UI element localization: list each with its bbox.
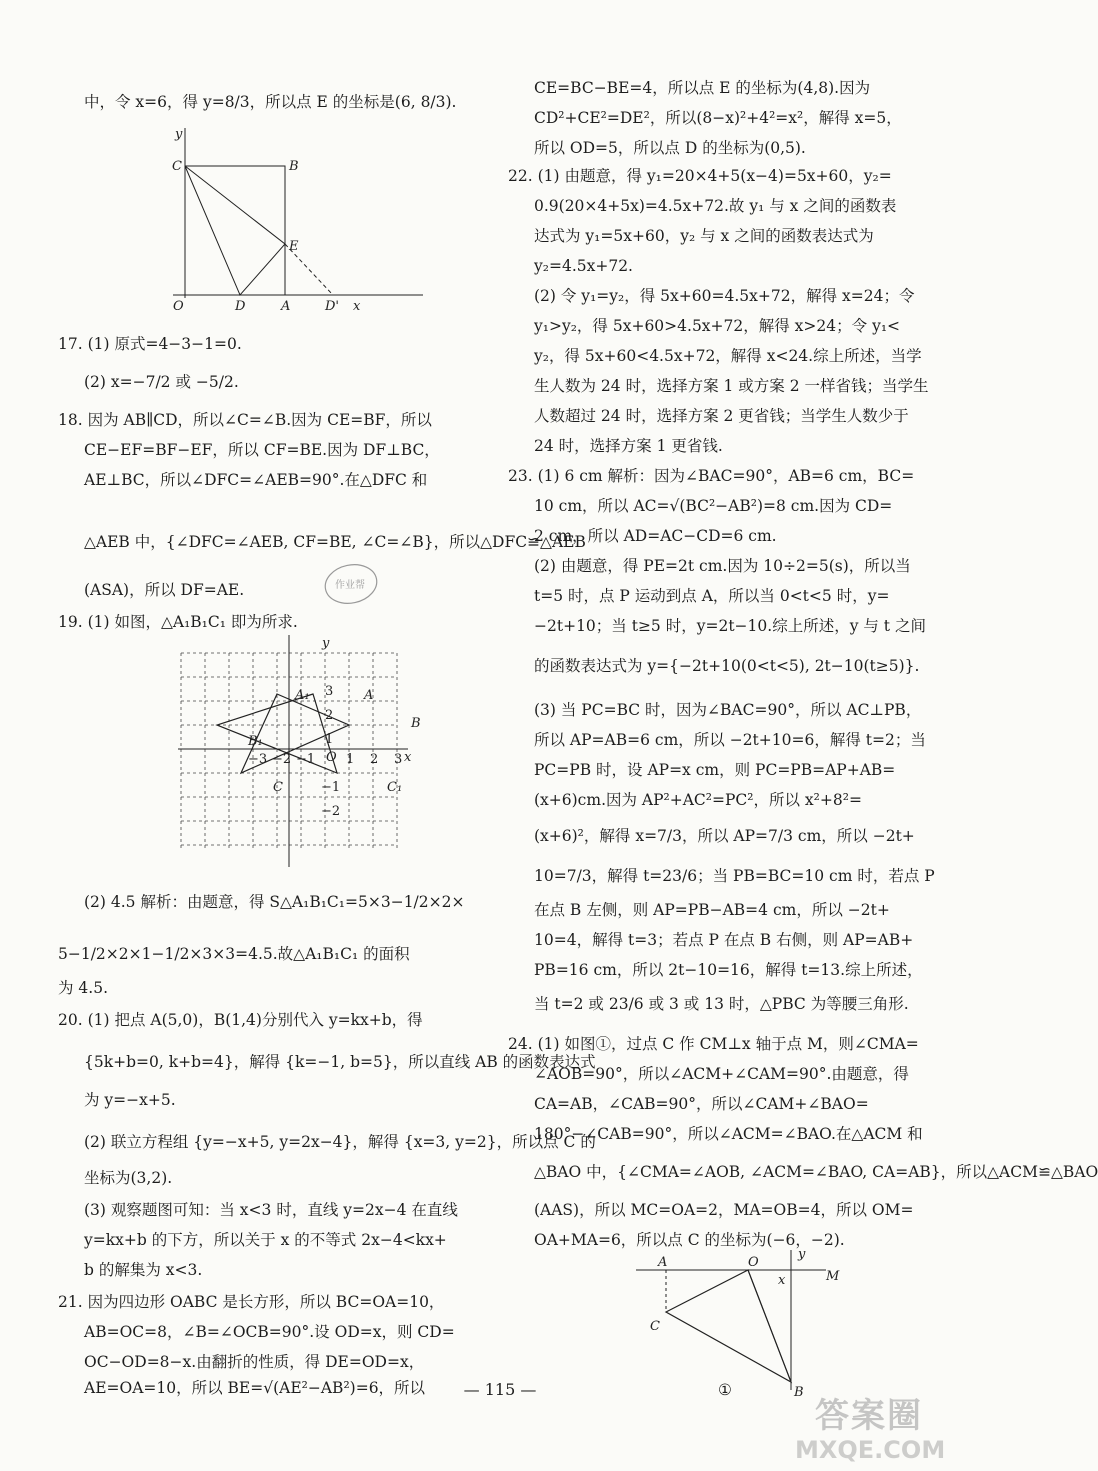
stamp	[323, 562, 379, 606]
line: PC=PB 时，设 AP=x cm，则 PC=PB=AP+AB=	[534, 761, 896, 779]
line: y=kx+b 的下方，所以关于 x 的不等式 2x−4<kx+	[84, 1231, 447, 1249]
fig2-label: C	[273, 780, 283, 795]
figure-grid-triangles	[178, 635, 421, 875]
fig2-tick: 2	[325, 708, 334, 723]
line: AE=OA=10，所以 BE=√(AE²−AB²)=6，所以	[84, 1379, 426, 1397]
fig2-label: y	[322, 636, 330, 651]
fig1-label: O	[173, 299, 184, 314]
fig3-label: O	[748, 1255, 759, 1270]
line: ∠AOB=90°，所以∠ACM+∠CAM=90°.由题意，得	[534, 1065, 909, 1083]
line: △BAO 中，{∠CMA=∠AOB, ∠ACM=∠BAO, CA=AB}，所以△ACM≌△BAO	[534, 1163, 1098, 1181]
fig2-tick: −1	[296, 752, 316, 767]
line: 所以 AP=AB=6 cm，所以 −2t+10=6，解得 t=2；当	[534, 731, 926, 749]
line: 23. (1) 6 cm 解析：因为∠BAC=90°，AB=6 cm，BC=	[508, 467, 915, 485]
fig2-tick: 3	[325, 684, 334, 699]
fig2-label: A₁	[295, 688, 310, 703]
fig2-tick: −2	[321, 804, 341, 819]
fig1-label: A	[281, 299, 291, 314]
line: (x+6)cm.因为 AP²+AC²=PC²，所以 x²+8²=	[534, 791, 862, 809]
line: (2) x=−7/2 或 −5/2.	[84, 373, 239, 391]
fig1-label: D	[235, 299, 246, 314]
line: △AEB 中，{∠DFC=∠AEB, CF=BE, ∠C=∠B}，所以△DFC≌△AEB	[84, 533, 586, 551]
line: 生人数为 24 时，选择方案 1 或方案 2 一样省钱；当学生	[534, 377, 929, 395]
line: (AAS)，所以 MC=OA=2，MA=OB=4，所以 OM=	[534, 1201, 914, 1219]
line: CE−EF=BF−EF，所以 CF=BE.因为 DF⊥BC，	[84, 441, 440, 459]
line: (2) 4.5 解析：由题意，得 S△A₁B₁C₁=5×3−1/2×2×	[84, 893, 465, 911]
line: y₂=4.5x+72.	[534, 257, 633, 275]
fig2-tick: 3	[394, 752, 403, 767]
line: 180°−∠CAB=90°，所以∠ACM=∠BAO.在△ACM 和	[534, 1125, 923, 1143]
watermark-logo: 答案圈	[815, 1396, 923, 1436]
line: CE=BC−BE=4，所以点 E 的坐标为(4,8).因为	[534, 79, 871, 97]
fig1-label: x	[353, 299, 361, 314]
line: (x+6)²，解得 x=7/3，所以 AP=7/3 cm，所以 −2t+	[534, 827, 915, 845]
line: CD²+CE²=DE²，所以(8−x)²+4²=x²，解得 x=5，	[534, 109, 902, 127]
line: 所以 OD=5，所以点 D 的坐标为(0,5).	[534, 139, 806, 157]
line: 为 4.5.	[58, 979, 109, 997]
fig2-tick: −2	[272, 752, 292, 767]
stamp-text: 作业帮	[335, 580, 365, 591]
fig3-label: M	[826, 1269, 840, 1284]
line: (3) 观察题图可知：当 x<3 时，直线 y=2x−4 在直线	[84, 1201, 458, 1219]
fig3-label: B	[794, 1385, 804, 1400]
fig3-label: C	[650, 1319, 660, 1334]
fig3-label: A	[658, 1255, 668, 1270]
line: 18. 因为 AB∥CD，所以∠C=∠B.因为 CE=BF，所以	[58, 411, 432, 429]
line: b 的解集为 x<3.	[84, 1261, 203, 1279]
page-number: — 115 —	[463, 1380, 537, 1399]
line: t=5 时，点 P 运动到点 A，所以当 0<t<5 时，y=	[534, 587, 890, 605]
fig2-label: B₁	[248, 734, 263, 749]
fig1-label: B	[289, 159, 299, 174]
fig1-label: y	[175, 127, 183, 142]
fig2-label: A	[364, 688, 374, 703]
line: 的函数表达式为 y={−2t+10(0<t<5), 2t−10(t≥5)}.	[534, 657, 920, 675]
fig2-tick: 1	[346, 752, 355, 767]
line: AE⊥BC，所以∠DFC=∠AEB=90°.在△DFC 和	[84, 471, 428, 489]
line: −2t+10；当 t≥5 时，y=2t−10.综上所述，y 与 t 之间	[534, 617, 926, 635]
line: 21. 因为四边形 OABC 是长方形，所以 BC=OA=10，	[58, 1293, 445, 1311]
fig2-tick: 1	[325, 732, 334, 747]
line: 0.9(20×4+5x)=4.5x+72.故 y₁ 与 x 之间的函数表	[534, 197, 897, 215]
line: {5k+b=0, k+b=4}，解得 {k=−1, b=5}，所以直线 AB 的函数表达式	[84, 1053, 596, 1071]
line: 5−1/2×2×1−1/2×3×3=4.5.故△A₁B₁C₁ 的面积	[58, 945, 410, 963]
line: 在点 B 左侧，则 AP=PB−AB=4 cm，所以 −2t+	[534, 901, 890, 919]
line: (ASA)，所以 DF=AE.	[84, 581, 245, 599]
fig2-tick: −1	[321, 780, 341, 795]
line: 当 t=2 或 23/6 或 3 或 13 时，△PBC 为等腰三角形.	[534, 995, 909, 1013]
line: 20. (1) 把点 A(5,0)，B(1,4)分别代入 y=kx+b，得	[58, 1011, 423, 1029]
fig3-label: y	[798, 1247, 806, 1262]
line: (2) 联立方程组 {y=−x+5, y=2x−4}，解得 {x=3, y=2}，所以点 C 的	[84, 1133, 596, 1151]
line: 10=4，解得 t=3；若点 P 在点 B 右侧，则 AP=AB+	[534, 931, 914, 949]
line: CA=AB，∠CAB=90°，所以∠CAM+∠BAO=	[534, 1095, 869, 1113]
watermark	[785, 1388, 990, 1468]
line: 坐标为(3,2).	[84, 1169, 173, 1187]
fig2-label: C₁	[387, 780, 403, 795]
figure-caption: ①	[718, 1381, 732, 1399]
line: 24 时，选择方案 1 更省钱.	[534, 437, 723, 455]
line: 达式为 y₁=5x+60，y₂ 与 x 之间的函数表达式为	[534, 227, 874, 245]
figure-rotation	[636, 1247, 846, 1400]
fig2-tick: 2	[370, 752, 379, 767]
line: (3) 当 PC=BC 时，因为∠BAC=90°，所以 AC⊥PB，	[534, 701, 922, 719]
line: 24. (1) 如图①，过点 C 作 CM⊥x 轴于点 M，则∠CMA=	[508, 1035, 919, 1053]
figure-rectangle-fold	[173, 128, 433, 313]
line: 19. (1) 如图，△A₁B₁C₁ 即为所求.	[58, 613, 298, 631]
line: y₂，得 5x+60<4.5x+72，解得 x<24.综上所述，当学	[534, 347, 922, 365]
fig2-tick: −3	[248, 752, 268, 767]
line: (2) 令 y₁=y₂，得 5x+60=4.5x+72，解得 x=24；令	[534, 287, 915, 305]
line: 22. (1) 由题意，得 y₁=20×4+5(x−4)=5x+60，y₂=	[508, 167, 892, 185]
line: PB=16 cm，所以 2t−10=16，解得 t=13.综上所述，	[534, 961, 923, 979]
watermark-site: MXQE.COM	[795, 1436, 946, 1464]
line: (2) 由题意，得 PE=2t cm.因为 10÷2=5(s)，所以当	[534, 557, 911, 575]
fig2-label: O	[326, 750, 337, 765]
line: y₁>y₂，得 5x+60>4.5x+72，解得 x>24；令 y₁<	[534, 317, 901, 335]
line: 10=7/3，解得 t=23/6；当 PB=BC=10 cm 时，若点 P	[534, 867, 935, 885]
fig3-label: x	[778, 1273, 786, 1288]
line: 2 cm，所以 AD=AC−CD=6 cm.	[534, 527, 777, 545]
fig2-label: x	[404, 750, 412, 765]
fig1-label: D'	[325, 299, 339, 314]
fig2-label: B	[411, 716, 421, 731]
line: OA+MA=6，所以点 C 的坐标为(−6，−2).	[534, 1231, 845, 1249]
fig1-label: E	[289, 239, 299, 254]
line: 为 y=−x+5.	[84, 1091, 176, 1109]
line: OC−OD=8−x.由翻折的性质，得 DE=OD=x，	[84, 1353, 425, 1371]
line: 17. (1) 原式=4−3−1=0.	[58, 335, 242, 353]
line: 10 cm，所以 AC=√(BC²−AB²)=8 cm.因为 CD=	[534, 497, 893, 515]
line: 人数超过 24 时，选择方案 2 更省钱；当学生人数少于	[534, 407, 909, 425]
fig1-label: C	[172, 159, 182, 174]
line: AB=OC=8，∠B=∠OCB=90°.设 OD=x，则 CD=	[84, 1323, 455, 1341]
line: 中，令 x=6，得 y=8/3，所以点 E 的坐标是(6, 8/3).	[84, 93, 457, 111]
